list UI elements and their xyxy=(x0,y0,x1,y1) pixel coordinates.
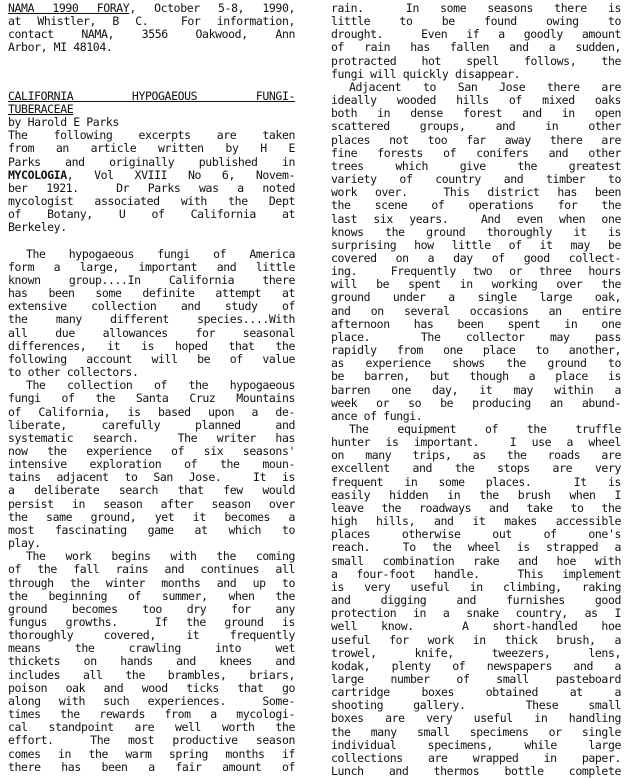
text-line: fungi of the Santa Cruz Mountains xyxy=(8,391,295,406)
text-line: form a large, important and little xyxy=(8,259,295,274)
text-line: protracted hot spell follows, the xyxy=(331,53,621,68)
text-line: is very useful in climbing, raking xyxy=(331,579,621,594)
text-line: excellent and the stops are very xyxy=(331,461,621,476)
text-line: boxes are very useful in handling xyxy=(331,711,621,726)
text-line: the same ground, yet it becomes a xyxy=(8,509,295,524)
text-line: hunter is important. I use a wheel xyxy=(331,435,621,450)
text-line: rapidly from one place to another, xyxy=(331,343,621,358)
text-line: frequent in some places. It is xyxy=(331,474,621,489)
text-line: through the winter months and up to xyxy=(8,575,295,590)
text-line: last six years. And even when one xyxy=(331,211,621,226)
text-line: effort. The most productive season xyxy=(8,733,295,748)
paragraph-5 xyxy=(331,423,621,778)
text-line: protection in a snake country, as I xyxy=(331,606,621,621)
intro-line: Berkeley. xyxy=(8,220,67,235)
text-line: the many small specimens or single xyxy=(331,724,621,739)
announcement-line: Arbor, MI 48104. xyxy=(8,40,113,55)
text-line: will be spent in working over the xyxy=(331,277,621,292)
text-line: leave the roadways and take to the xyxy=(331,500,621,515)
text-line: a four-foot handle. This implement xyxy=(331,566,621,581)
text-line: week or so be producing an abund- xyxy=(331,395,621,410)
text-line: little to be found owing to xyxy=(331,14,621,29)
text-line: the beginning of summer, when the xyxy=(8,588,295,603)
text-line: trowel, knife, tweezers, lens, xyxy=(331,645,621,660)
text-line: the many different species....With xyxy=(8,312,295,327)
intro-line: from an article written by H E xyxy=(8,141,295,156)
text-line: thickets on hands and knees and xyxy=(8,654,295,669)
text-line: ance of fungi. xyxy=(331,408,423,423)
paragraph-4 xyxy=(331,81,621,423)
text-line: to other collectors. xyxy=(8,365,139,380)
text-line: useful for work in thick brush, a xyxy=(331,632,621,647)
text-line: ground becomes too dry for any xyxy=(8,601,295,616)
text-line: includes all the brambles, briars, xyxy=(8,667,295,682)
text-line: The work begins with the coming xyxy=(26,549,295,564)
announcement-heading: NAMA 1990 FORAY xyxy=(8,1,130,15)
intro-line: mycologist associated with the Dept xyxy=(8,194,295,209)
paragraph-2 xyxy=(8,379,295,550)
text-line: easily hidden in the brush when I xyxy=(331,487,621,502)
text-line: place. The collector may pass xyxy=(331,329,621,344)
text-line: known group....In California there xyxy=(8,272,295,287)
text-line: places otherwise out of one's xyxy=(331,527,621,542)
right-column xyxy=(331,2,621,778)
text-line: differences, it is hoped that the xyxy=(8,338,295,353)
text-line: on many trips, as the roads are xyxy=(331,448,621,463)
intro-line: MYCOLOGIA, Vol XVIII No 6, Novem- xyxy=(8,167,295,182)
text-line: shooting gallery. These small xyxy=(331,698,621,713)
text-line: liberate, carefully planned and xyxy=(8,417,295,432)
text-line: The collection of the hypogaeous xyxy=(26,378,295,393)
text-line: individual specimens, while large xyxy=(331,737,621,752)
text-line: fine forests of conifers and other xyxy=(331,145,621,160)
text-line: ing. Frequently two or three hours xyxy=(331,264,621,279)
announcement-line: NAMA 1990 FORAY, October 5-8, 1990, xyxy=(8,1,295,15)
text-line: The equipment of the truffle xyxy=(349,422,621,436)
paragraph-3-continued xyxy=(331,2,621,81)
text-line: trees which give the greatest xyxy=(331,158,621,173)
text-line: covered on a day of good collect- xyxy=(331,250,621,265)
text-line: reach. To the wheel is strapped a xyxy=(331,540,621,555)
journal-name: MYCOLOGIA xyxy=(8,167,67,182)
text-line: kodak, plenty of newspapers and a xyxy=(331,658,621,673)
text-line: a deliberate search that few would xyxy=(8,483,295,498)
text-line: places not too far away there are xyxy=(331,132,621,147)
text-line: small combination rake and hoe with xyxy=(331,553,621,568)
text-line: well know. A short-handled hoe xyxy=(331,619,621,634)
text-line: the scene of operations for the xyxy=(331,198,621,213)
text-line: The hypogaeous fungi of America xyxy=(26,246,295,261)
text-line: variety of country and timber to xyxy=(331,172,621,187)
text-line: all due allowances for seasonal xyxy=(8,325,295,340)
text-line: has been some definite attempt at xyxy=(8,286,295,301)
text-line: drought. Even if a goodly amount xyxy=(331,27,621,42)
text-line: persist in season after season over xyxy=(8,496,295,511)
text-line: means the crawling into wet xyxy=(8,641,295,656)
text-line: be barren, but though a place is xyxy=(331,369,621,384)
left-column xyxy=(8,2,295,774)
text-line: extensive collection and study of xyxy=(8,299,295,314)
text-line: cal standpoint are well worth the xyxy=(8,720,295,735)
text-line: along with such experiences. Some- xyxy=(8,693,295,708)
article-author: by Harold E Parks xyxy=(8,115,119,130)
text-line: times the rewards from a mycologi- xyxy=(8,707,295,722)
announcement-line: contact NAMA, 3556 Oakwood, Ann xyxy=(8,27,295,42)
text-line: high hills, and it makes accessible xyxy=(331,514,621,529)
intro-line: The following excerpts are taken xyxy=(8,128,295,143)
text-line: Adjacent to San Jose there are xyxy=(349,79,621,94)
text-line: both in dense forest and in open xyxy=(331,106,621,121)
text-line: barren one day, it may within a xyxy=(331,382,621,397)
text-line: as experience shows the ground to xyxy=(331,356,621,371)
text-line: intensive exploration of the moun- xyxy=(8,457,295,472)
text-line: surprising how little of it may be xyxy=(331,237,621,252)
text-line: afternoon has been spent in one xyxy=(331,316,621,331)
text-line: and digging and furnishes good xyxy=(331,593,621,608)
text-line: following account will be of value xyxy=(8,351,295,366)
text-line: there has been a fair amount of xyxy=(8,759,295,774)
text-line: collections are wrapped in paper. xyxy=(331,750,621,765)
text-line: poison oak and wood ticks that go xyxy=(8,680,295,695)
text-line: large number of small pasteboard xyxy=(331,671,621,686)
text-line: ground under a single large oak, xyxy=(331,290,621,305)
text-line: work over. This district has been xyxy=(331,185,621,200)
intro-line: Parks and originally published in xyxy=(8,154,295,169)
article-title: CALIFORNIA HYPOGAEOUS FUNGI- xyxy=(8,88,295,103)
announcement-line: at Whistler, B C. For information, xyxy=(8,14,295,29)
text-line: systematic search. The writer has xyxy=(8,430,295,445)
text-line: Lunch and thermos bottle complete xyxy=(331,764,621,778)
article-header xyxy=(8,90,295,129)
paragraph-1 xyxy=(8,248,295,380)
foray-announcement xyxy=(8,2,295,55)
text-line: tains adjacent to San Jose. It is xyxy=(8,470,295,485)
text-line: scattered groups, and in other xyxy=(331,119,621,134)
text-line: comes in the warm spring months if xyxy=(8,746,295,761)
text-line: of the fall rains and continues all xyxy=(8,562,295,577)
text-line: of rain has fallen and a sudden, xyxy=(331,40,621,55)
paragraph-3 xyxy=(8,550,295,774)
text-line: rain. In some seasons there is xyxy=(331,1,621,15)
text-line: fungus growths. If the ground is xyxy=(8,615,295,629)
text-line: thoroughly covered, it frequently xyxy=(8,628,295,643)
text-line: play. xyxy=(8,536,41,551)
text-line: most fascinating game at which to xyxy=(8,522,295,537)
text-line: and on several occasions an entire xyxy=(331,303,621,318)
text-line: knows the ground thoroughly it is xyxy=(331,224,621,239)
article-title-cont: TUBERACEAE xyxy=(8,101,74,116)
text-line: fungi will quickly disappear. xyxy=(331,66,521,81)
intro-line: of Botany, U of California at xyxy=(8,207,295,222)
intro-line: ber 1921. Dr Parks was a noted xyxy=(8,180,295,195)
text-line: now the experience of six seasons' xyxy=(8,443,295,458)
text-line: ideally wooded hills of mixed oaks xyxy=(331,93,621,108)
article-intro xyxy=(8,129,295,234)
text-line: of California, is based upon a de- xyxy=(8,404,295,419)
text-line: cartridge boxes obtained at a xyxy=(331,685,621,700)
